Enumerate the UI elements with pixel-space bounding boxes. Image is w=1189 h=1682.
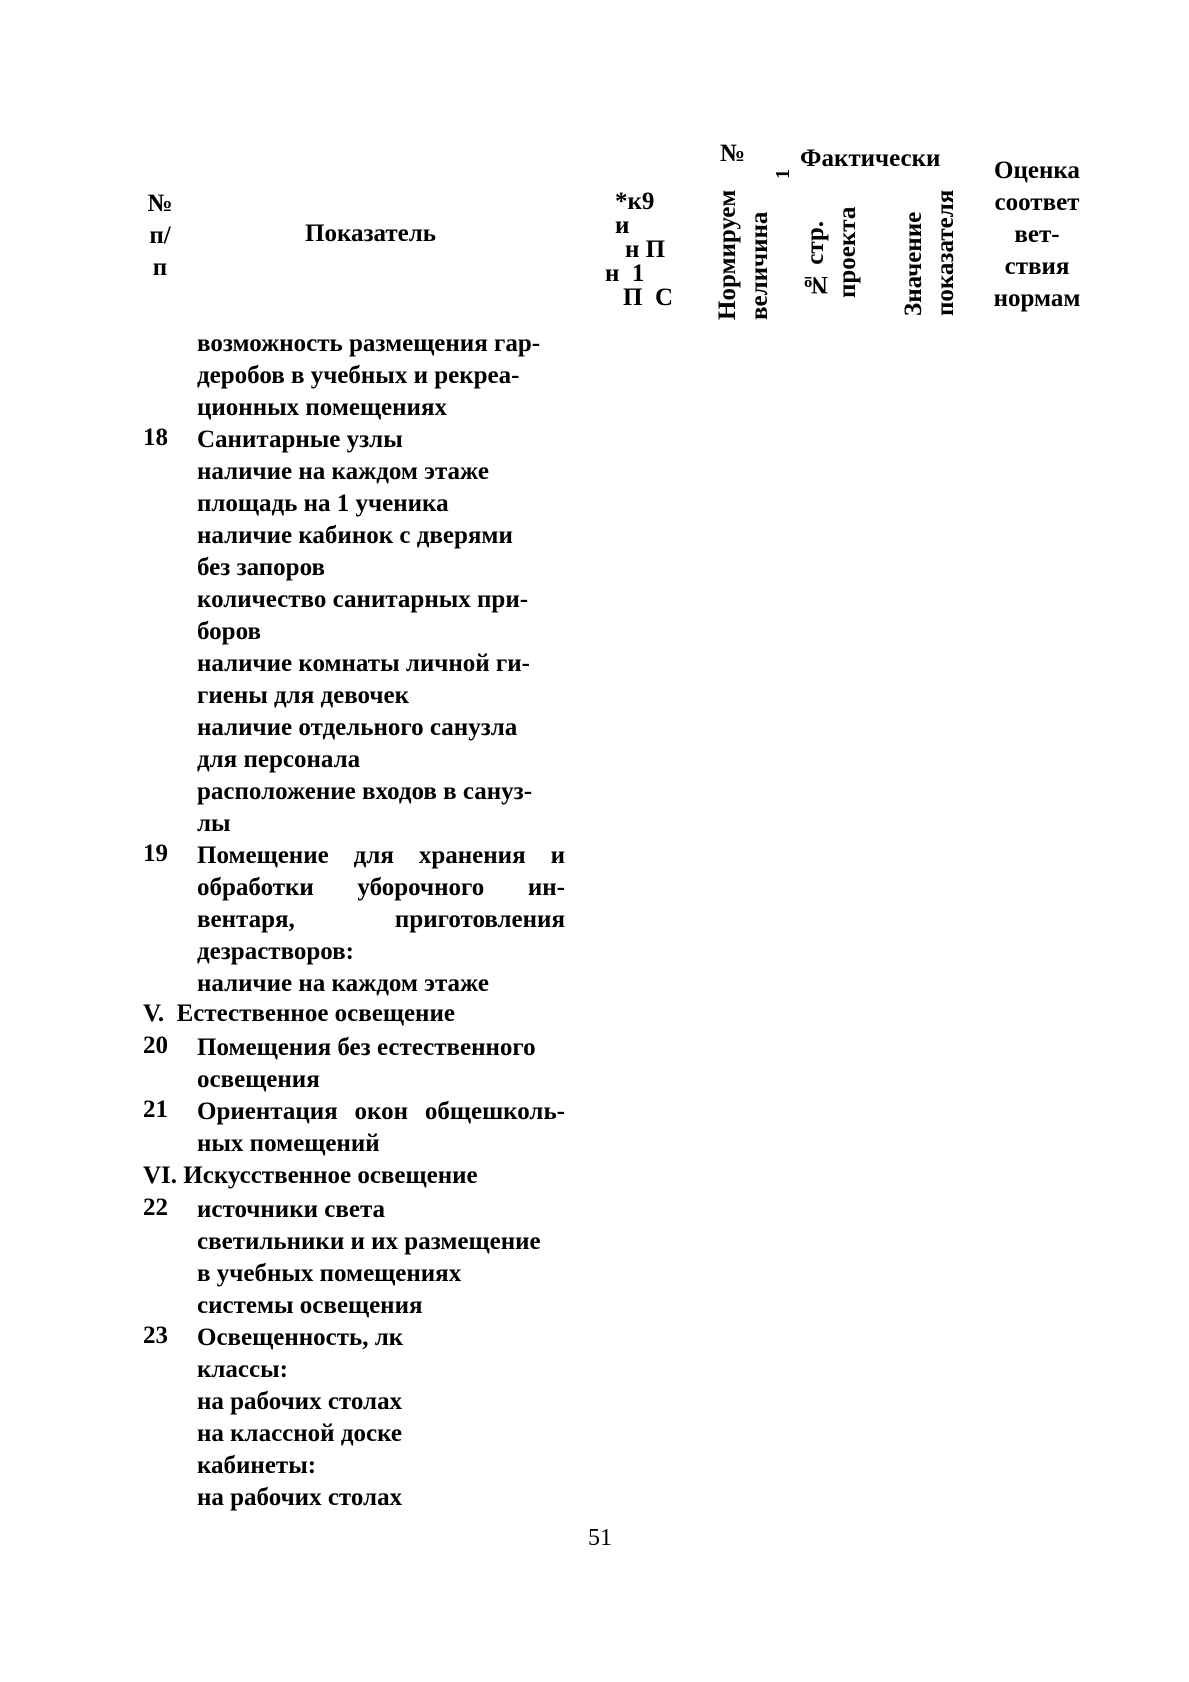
header-col-page [800, 198, 864, 298]
row-text-block [197, 840, 565, 968]
row-text: наличие на каждом этаже [197, 458, 489, 485]
row-text: обработки уборочного ин- [197, 874, 565, 901]
header-col-number-line: п/ [149, 222, 171, 249]
header-col-value-line: показателя [932, 189, 959, 316]
row-number: 20 [143, 1032, 168, 1059]
header-col-value-line: Значение [900, 211, 927, 316]
row-text: наличие на каждом этаже [197, 970, 489, 997]
header-col-number [140, 188, 180, 284]
row-text: на классной доске [197, 1420, 402, 1447]
row-text: площадь на 1 ученика [197, 490, 449, 517]
header-col-indicator: Показатель [305, 220, 436, 247]
row-text: Помещения без естественного [197, 1034, 536, 1061]
row-text: боров [197, 618, 261, 645]
header-col-norm-one: 1 [772, 169, 794, 179]
row-text: наличие отдельного санузла [197, 714, 518, 741]
row-text: количество санитарных при- [197, 586, 529, 613]
header-col-actual: Фактически [800, 145, 941, 172]
header-col-page-line: № стр. [802, 220, 829, 298]
header-col-assessment-line: нормам [993, 285, 1081, 312]
row-text: вентаря, приготовления [197, 906, 565, 933]
header-col-norm-line: величина [746, 211, 773, 320]
header-col-number-line: п [152, 254, 168, 281]
row-text: ционных помещениях [197, 394, 447, 421]
header-col-assessment-line: соответ [994, 189, 1080, 216]
row-text: на рабочих столах [197, 1388, 403, 1415]
row-text: дезрастворов: [197, 938, 355, 965]
header-col-sanpin-line: *к9 и [615, 188, 655, 239]
row-text: ных помещений [197, 1130, 380, 1157]
row-text: лы [197, 810, 231, 837]
row-text: Помещение для хранения и [197, 842, 565, 869]
row-text: деробов в учебных и рекреа- [197, 362, 520, 389]
header-col-page-line: проекта [834, 206, 861, 298]
row-text-block [197, 1096, 565, 1160]
section-heading: V. Естественное освещение [143, 1000, 455, 1027]
header-col-sanpin [605, 190, 675, 310]
header-col-assessment [982, 155, 1092, 315]
header-col-norm [712, 170, 776, 320]
header-col-assessment-line: вет- [1014, 221, 1060, 248]
header-col-number-line: № [147, 190, 173, 217]
row-text: в учебных помещениях [197, 1260, 462, 1287]
header-col-norm-no: № [720, 140, 746, 167]
header-col-sanpin-line: П С [623, 284, 673, 311]
header-col-value [898, 176, 962, 316]
row-text: наличие кабинок с дверями [197, 522, 513, 549]
row-number: 23 [143, 1322, 168, 1349]
row-number: 18 [143, 424, 168, 451]
page-number: 51 [588, 1525, 612, 1551]
header-col-sanpin-line: н 1 [605, 260, 645, 287]
header-col-norm-line: Нормируем [714, 189, 741, 320]
row-text: освещения [197, 1066, 320, 1093]
row-text: расположение входов в сануз- [197, 778, 533, 805]
row-text: на рабочих столах [197, 1484, 403, 1511]
row-text: системы освещения [197, 1292, 423, 1319]
row-text: гиены для девочек [197, 682, 409, 709]
section-heading: VI. Искусственное освещение [143, 1162, 478, 1189]
row-number: 22 [143, 1194, 168, 1221]
row-text: источники света [197, 1196, 386, 1223]
row-text: Освещенность, лк [197, 1324, 404, 1351]
row-number: 19 [143, 840, 168, 867]
row-text: Ориентация окон общешколь- [197, 1098, 565, 1125]
row-text: кабинеты: [197, 1452, 317, 1479]
row-text: светильники и их размещение [197, 1228, 541, 1255]
row-number: 21 [143, 1096, 168, 1123]
header-col-assessment-line: Оценка [994, 157, 1080, 184]
row-text: Санитарные узлы [197, 426, 403, 453]
row-text: возможность размещения гар- [197, 330, 541, 357]
header-col-assessment-line: ствия [1004, 253, 1070, 280]
row-text: без запоров [197, 554, 325, 581]
header-col-sanpin-line: н П [625, 236, 666, 263]
row-text: классы: [197, 1356, 288, 1383]
row-text: наличие комнаты личной ги- [197, 650, 531, 677]
row-text: для персонала [197, 746, 361, 773]
